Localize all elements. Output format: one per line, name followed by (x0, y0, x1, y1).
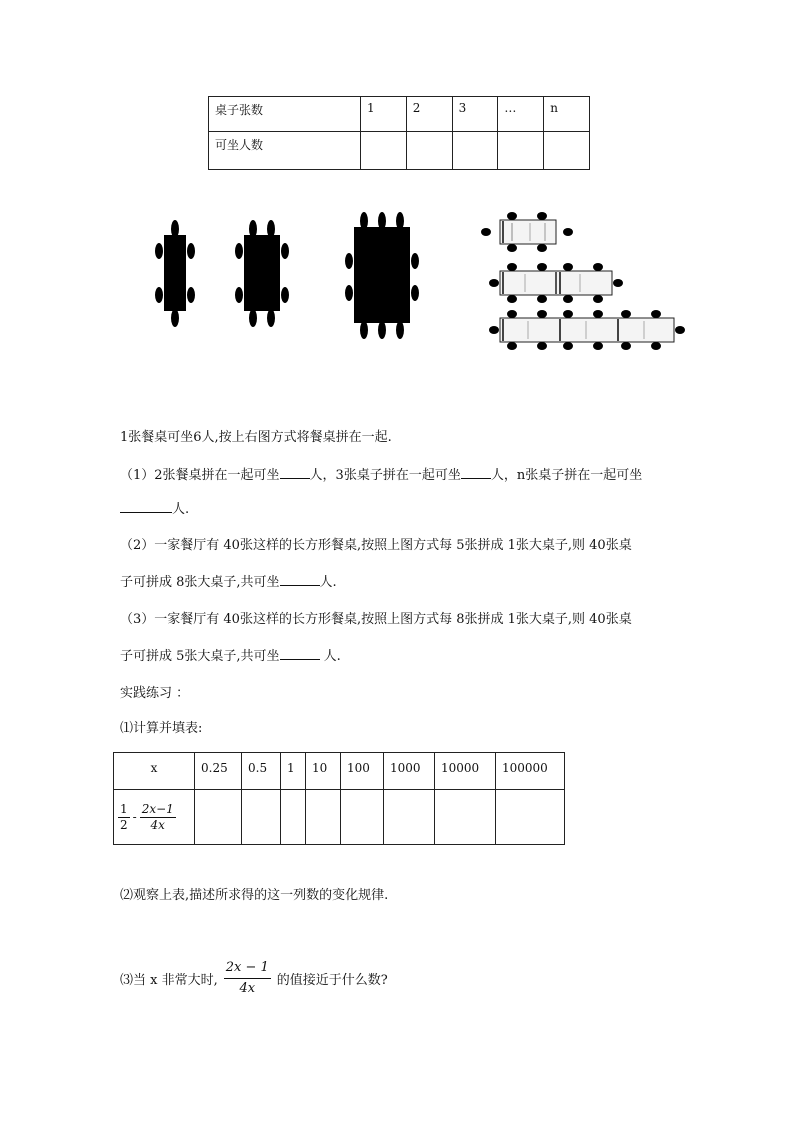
table-header-cell: 1 (360, 97, 406, 132)
expression-cell: $\frac{1}{2}$ - $\frac{2x-1}{4x}$ (114, 790, 195, 845)
q3-text-a: 子可拼成 5张大桌子,共可坐 (120, 649, 280, 664)
q1-text-a: （1）2张餐桌拼在一起可坐 (120, 468, 280, 483)
question-1-line-2 (120, 498, 189, 517)
intro-text: 1张餐桌可坐6人,按上右图方式将餐桌拼在一起. (120, 430, 392, 445)
long-table-one (481, 212, 573, 252)
x-value-cell: 10 (306, 753, 341, 790)
table-header-cell: n (544, 97, 590, 132)
q1-text-c: 人，n张桌子拼在一起可坐 (490, 468, 643, 483)
p3-fraction-numerator: 2x − 1 (224, 958, 271, 979)
table-empty-cell (498, 132, 544, 170)
x-value-cell: 0.25 (195, 753, 242, 790)
table-empty-cell (306, 790, 341, 845)
table-header-label: 桌子张数 (209, 97, 361, 132)
answer-blank[interactable] (461, 466, 491, 479)
practice-item-2: ⑵观察上表,描述所求得的这一列数的变化规律. (120, 888, 389, 903)
table-empty-cell (242, 790, 281, 845)
answer-blank[interactable] (280, 466, 310, 479)
two-table-figure (235, 220, 289, 327)
answer-blank[interactable] (280, 647, 320, 660)
x-value-cell: 1 (281, 753, 306, 790)
table-empty-cell (281, 790, 306, 845)
question-1-line-1 (120, 464, 642, 483)
question-3-line-1: （3）一家餐厅有 40张这样的长方形餐桌,按照上图方式每 8张拼成 1张大桌子,则 40张桌 (120, 612, 632, 627)
x-value-cell: 100 (341, 753, 384, 790)
q1-text-b: 人，3张桌子拼在一起可坐 (309, 468, 461, 483)
x-value-cell: 1000 (384, 753, 435, 790)
question-3-line-2 (120, 645, 341, 664)
one-table-figure (155, 220, 195, 327)
question-2-line-1: （2）一家餐厅有 40张这样的长方形餐桌,按照上图方式每 5张拼成 1张大桌子,则 40张桌 (120, 538, 632, 553)
x-label-cell: x (114, 753, 195, 790)
p3-fraction-denominator: 4x (239, 981, 256, 996)
table-empty-cell (544, 132, 590, 170)
tables-seats-table (208, 96, 590, 170)
expression-fraction: $\frac{2x-1}{4x}$ (141, 801, 174, 832)
table-empty-cell (360, 132, 406, 170)
practice-item-1: ⑴计算并填表: (120, 721, 203, 736)
table-empty-cell (496, 790, 565, 845)
tables-illustration (140, 205, 700, 355)
table-row-label: 可坐人数 (209, 132, 361, 170)
values-table (113, 752, 565, 845)
table-empty-cell (341, 790, 384, 845)
table-empty-cell (195, 790, 242, 845)
p3-fraction (224, 958, 271, 999)
p3-text-a: ⑶当 x 非常大时, (120, 973, 218, 988)
question-2-line-2 (120, 571, 337, 590)
practice-title: 实践练习 ： (120, 686, 190, 701)
practice-item-3 (120, 958, 388, 999)
long-table-three (489, 310, 685, 350)
p3-text-b: 的值接近于什么数? (276, 973, 388, 988)
answer-blank[interactable] (120, 500, 172, 513)
table-empty-cell (452, 132, 498, 170)
table-header-cell: 2 (406, 97, 452, 132)
long-table-two (489, 263, 623, 303)
table-empty-cell (435, 790, 496, 845)
q3-text-b: 人. (319, 649, 341, 664)
answer-blank[interactable] (280, 573, 320, 586)
q1-text-d: 人. (172, 502, 190, 517)
x-value-cell: 0.5 (242, 753, 281, 790)
q2-text-a: 子可拼成 8张大桌子,共可坐 (120, 575, 280, 590)
table-empty-cell (406, 132, 452, 170)
q2-text-b: 人. (319, 575, 337, 590)
expression-half: $\frac{1}{2}$ (120, 801, 128, 832)
table-header-cell: 3 (452, 97, 498, 132)
table-empty-cell (384, 790, 435, 845)
x-value-cell: 100000 (496, 753, 565, 790)
table-header-cell: … (498, 97, 544, 132)
three-table-figure (345, 212, 419, 339)
x-value-cell: 10000 (435, 753, 496, 790)
